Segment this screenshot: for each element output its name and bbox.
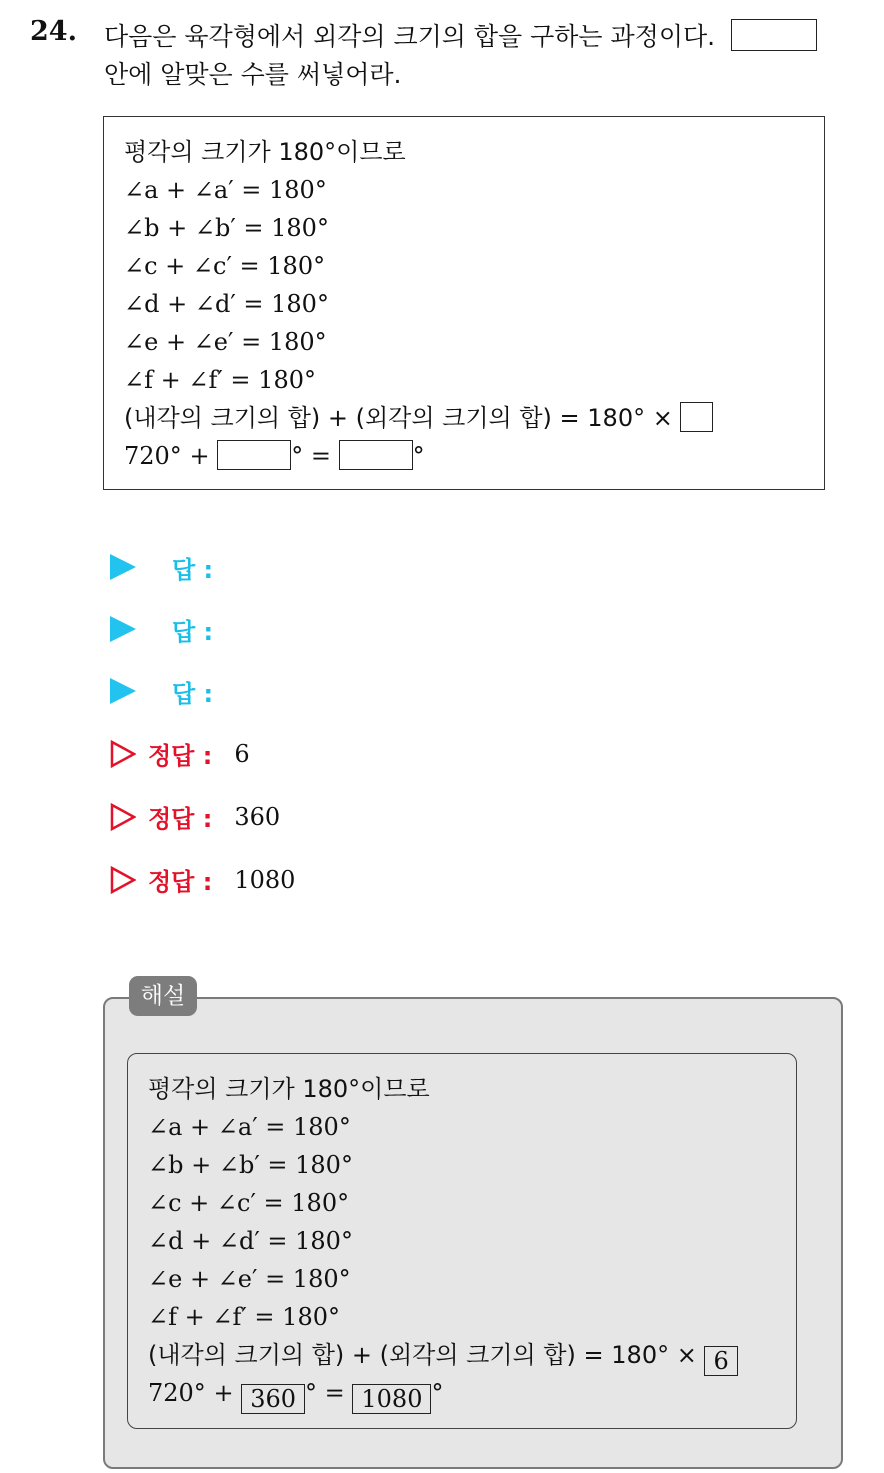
solution-line bbox=[148, 1298, 738, 1336]
line-text: ∠b + ∠b′ = 180° bbox=[124, 214, 329, 242]
correct-answer-row bbox=[110, 722, 295, 785]
correct-label: 정답 : bbox=[148, 742, 213, 770]
answer-label: 답 : bbox=[172, 617, 214, 646]
line-text: ∠e + ∠e′ = 180° bbox=[124, 328, 327, 356]
line-text: ° bbox=[431, 1379, 444, 1407]
solution-box bbox=[127, 1053, 797, 1429]
answer-row[interactable] bbox=[110, 598, 295, 660]
question-lines bbox=[124, 133, 713, 475]
line-text: ∠d + ∠d′ = 180° bbox=[148, 1227, 353, 1255]
solution-line bbox=[148, 1146, 738, 1184]
problem-text-line2: 안에 알맞은 수를 써넣어라. bbox=[104, 60, 402, 89]
question-line bbox=[124, 323, 713, 361]
inline-blank-box bbox=[731, 19, 817, 51]
play-triangle-icon bbox=[110, 616, 136, 642]
question-line bbox=[124, 171, 713, 209]
question-final-line bbox=[124, 437, 713, 475]
line-text: ∠e + ∠e′ = 180° bbox=[148, 1265, 351, 1293]
filled-answer-box: 360 bbox=[241, 1384, 305, 1414]
question-line bbox=[124, 285, 713, 323]
problem-statement bbox=[104, 18, 864, 94]
line-text: 평각의 크기가 180°이므로 bbox=[148, 1075, 430, 1103]
line-text: ∠b + ∠b′ = 180° bbox=[148, 1151, 353, 1179]
solution-sum-line bbox=[148, 1336, 738, 1374]
line-text: ∠d + ∠d′ = 180° bbox=[124, 290, 329, 318]
correct-answer-row bbox=[110, 848, 295, 911]
line-text: 720° + bbox=[148, 1379, 234, 1407]
question-box bbox=[103, 116, 825, 490]
answer-label: 답 : bbox=[172, 555, 214, 584]
outline-triangle-icon bbox=[110, 740, 134, 768]
solution-line bbox=[148, 1070, 738, 1108]
correct-value: 6 bbox=[234, 739, 250, 768]
solution-lines bbox=[148, 1070, 738, 1412]
line-text: (내각의 크기의 합) + (외각의 크기의 합) = 180° × bbox=[124, 404, 673, 432]
filled-answer-box: 1080 bbox=[352, 1384, 431, 1414]
answer-blank-1[interactable] bbox=[680, 402, 713, 432]
filled-answer-box: 6 bbox=[704, 1346, 737, 1376]
solution-final-line bbox=[148, 1374, 738, 1412]
question-sum-line bbox=[124, 399, 713, 437]
outline-triangle-icon bbox=[110, 803, 134, 831]
play-triangle-icon bbox=[110, 678, 136, 704]
line-text: 평각의 크기가 180°이므로 bbox=[124, 138, 406, 166]
line-text: ∠c + ∠c′ = 180° bbox=[148, 1189, 350, 1217]
outline-triangle-icon bbox=[110, 866, 134, 894]
line-text: ∠f + ∠f′ = 180° bbox=[148, 1303, 340, 1331]
question-line bbox=[124, 361, 713, 399]
line-text: ∠c + ∠c′ = 180° bbox=[124, 252, 326, 280]
question-line bbox=[124, 247, 713, 285]
line-text: (내각의 크기의 합) + (외각의 크기의 합) = 180° × bbox=[148, 1341, 697, 1369]
answer-section bbox=[110, 536, 295, 911]
play-triangle-icon bbox=[110, 554, 136, 580]
answer-blank-2[interactable] bbox=[217, 440, 291, 470]
solution-line bbox=[148, 1108, 738, 1146]
line-text: ° = bbox=[291, 442, 331, 470]
line-text: ° bbox=[412, 442, 425, 470]
answer-blank-3[interactable] bbox=[339, 440, 413, 470]
solution-line bbox=[148, 1260, 738, 1298]
correct-label: 정답 : bbox=[148, 805, 213, 833]
correct-answer-row bbox=[110, 785, 295, 848]
problem-number: 24. bbox=[30, 16, 77, 47]
line-text: ∠f + ∠f′ = 180° bbox=[124, 366, 316, 394]
line-text: ∠a + ∠a′ = 180° bbox=[124, 176, 327, 204]
correct-value: 360 bbox=[234, 802, 281, 831]
problem-text-line1: 다음은 육각형에서 외각의 크기의 합을 구하는 과정이다. bbox=[104, 22, 716, 51]
correct-label: 정답 : bbox=[148, 868, 213, 896]
line-text: ∠a + ∠a′ = 180° bbox=[148, 1113, 351, 1141]
solution-line bbox=[148, 1184, 738, 1222]
solution-panel bbox=[103, 997, 843, 1469]
answer-label: 답 : bbox=[172, 679, 214, 708]
solution-tag: 해설 bbox=[129, 976, 197, 1016]
line-text: 720° + bbox=[124, 442, 210, 470]
answer-row[interactable] bbox=[110, 660, 295, 722]
solution-line bbox=[148, 1222, 738, 1260]
question-line bbox=[124, 133, 713, 171]
correct-value: 1080 bbox=[234, 865, 296, 894]
answer-row[interactable] bbox=[110, 536, 295, 598]
line-text: ° = bbox=[305, 1379, 345, 1407]
question-line bbox=[124, 209, 713, 247]
